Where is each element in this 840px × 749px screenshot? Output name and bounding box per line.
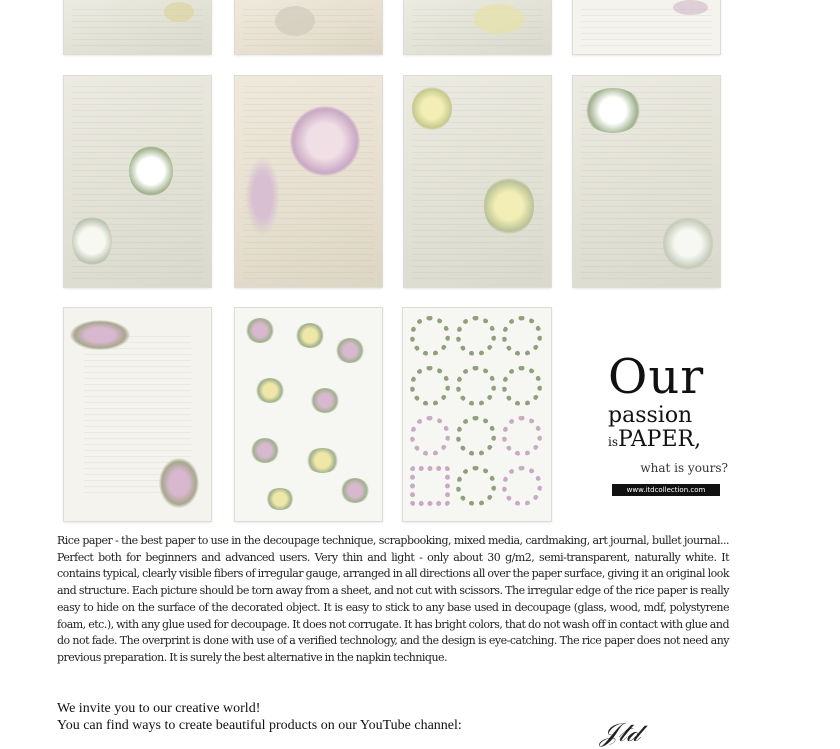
product-thumbnail[interactable] bbox=[235, 0, 382, 54]
product-thumbnail[interactable] bbox=[404, 76, 551, 287]
product-thumbnail[interactable] bbox=[235, 308, 382, 521]
promo-line-is-paper: isPAPER, bbox=[608, 427, 702, 452]
product-thumbnail[interactable] bbox=[64, 76, 211, 287]
website-link[interactable]: www.itdcollection.com bbox=[612, 484, 720, 496]
promo-line-question: what is yours? bbox=[640, 461, 728, 475]
product-description: Rice paper - the best paper to use in the decoupage technique, scrapbooking, mixed media, cardmaking, art journal, bullet journal... Perfect both for beginners and advanced users. Very thin and light - only about 30 g/m2, semi-transparent, naturally white. It contains typical, clearly visible fibers of irregular gauge, arranged in all directions all over the paper surface, giving it an original look and structure. Each picture should be torn away from a sheet, and not cut with scissors. The irregular edge of the rice paper is really easy to hide on the surface of the decorated object. It is easy to stick to any base used in decoupage (glass, wood, mdf, polystyrene foam, etc.), with any glue used for decoupage. It does not corrugate. It has bright colors, that do not wash off in contact with glue and do not fade. The overprint is done with use of a verified technology, and the design is eye-catching. The rice paper does not need any previous preparation. It is surely the best alternative in the napkin technique. bbox=[57, 534, 729, 664]
product-thumbnail[interactable] bbox=[573, 0, 720, 54]
product-thumbnail[interactable] bbox=[235, 76, 382, 287]
invite-line-1: We invite you to our creative world! bbox=[57, 701, 261, 716]
promo-line-passion: passion bbox=[608, 403, 693, 428]
product-thumbnail[interactable] bbox=[64, 0, 211, 54]
promo-line-our: Our bbox=[608, 349, 705, 405]
signature-logo: 𝒥𝓉𝒹 bbox=[600, 718, 640, 748]
product-thumbnail[interactable] bbox=[573, 76, 720, 287]
invitation-text bbox=[57, 700, 617, 734]
invite-line-2: You can find ways to create beautiful products on our YouTube channel: bbox=[57, 718, 462, 733]
promo-block bbox=[608, 349, 728, 496]
product-thumbnail[interactable] bbox=[403, 308, 551, 521]
product-thumbnail[interactable] bbox=[64, 308, 211, 521]
product-thumbnail[interactable] bbox=[404, 0, 551, 54]
